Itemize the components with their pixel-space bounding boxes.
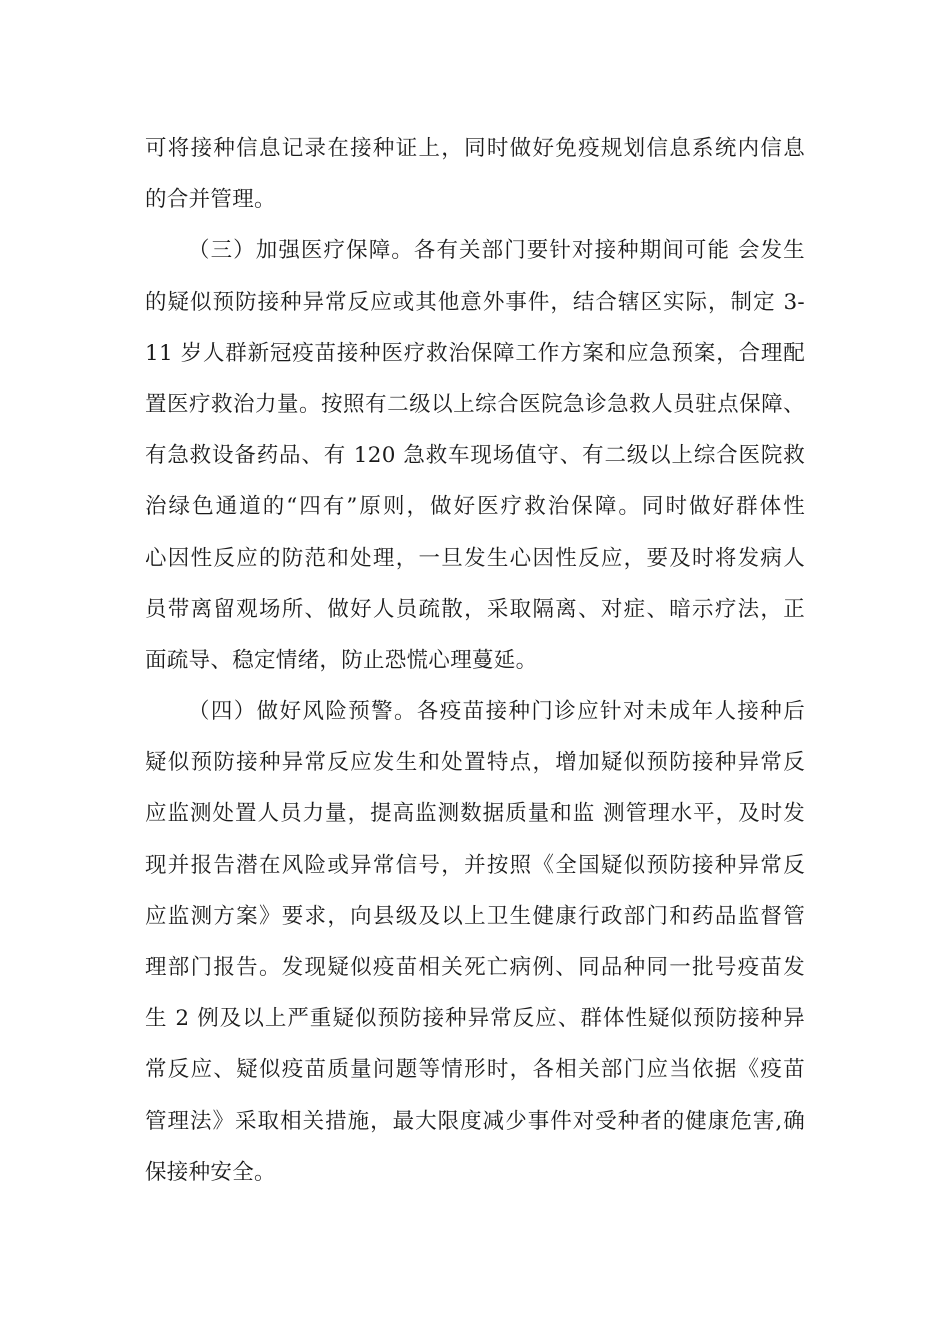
text-line: 的合并管理。 xyxy=(145,187,276,213)
section-heading-line: （四）做好风险预警。各疫苗接种门诊应针对未成年人接种后 xyxy=(188,699,805,725)
text-line: 的疑似预防接种异常反应或其他意外事件，结合辖区实际，制定 3- xyxy=(145,289,805,315)
text-line: 应监测方案》要求，向县级及以上卫生健康行政部门和药品监督管 xyxy=(145,903,805,929)
text-line: 11 岁人群新冠疫苗接种医疗救治保障工作方案和应急预案，合理配 xyxy=(145,340,805,366)
text-line: 应监测处置人员力量，提高监测数据质量和监 测管理水平，及时发 xyxy=(145,801,805,827)
text-line: 理部门报告。发现疑似疫苗相关死亡病例、同品种同一批号疫苗发 xyxy=(145,955,805,980)
text-line: 员带离留观场所、做好人员疏散，采取隔离、对症、暗示疗法，正 xyxy=(145,596,805,622)
text-line: 生 2 例及以上严重疑似预防接种异常反应、群体性疑似预防接种异 xyxy=(145,1006,805,1032)
text-line: 治绿色通道的“四有”原则，做好医疗救治保障。同时做好群体性 xyxy=(145,494,805,520)
text-line: 保接种安全。 xyxy=(145,1159,276,1185)
text-line: 常反应、疑似疫苗质量问题等情形时，各相关部门应当依据《疫苗 xyxy=(145,1057,805,1083)
text-line: 置医疗救治力量。按照有二级以上综合医院急诊急救人员驻点保障、 xyxy=(145,391,805,417)
text-line: 可将接种信息记录在接种证上，同时做好免疫规划信息系统内信息 xyxy=(145,136,805,161)
section-heading-line: （三）加强医疗保障。各有关部门要针对接种期间可能 会发生 xyxy=(188,238,805,264)
text-line: 疑似预防接种异常反应发生和处置特点，增加疑似预防接种异常反 xyxy=(145,750,805,776)
text-line: 管理法》采取相关措施，最大限度减少事件对受种者的健康危害,确 xyxy=(145,1108,805,1134)
text-line: 现并报告潜在风险或异常信号，并按照《全国疑似预防接种异常反 xyxy=(145,852,805,878)
text-line: 心因性反应的防范和处理，一旦发生心因性反应，要及时将发病人 xyxy=(145,545,805,571)
text-line: 面疏导、稳定情绪，防止恐慌心理蔓延。 xyxy=(145,647,538,673)
text-line: 有急救设备药品、有 120 急救车现场值守、有二级以上综合医院救 xyxy=(145,443,805,469)
body-text xyxy=(145,123,805,1198)
